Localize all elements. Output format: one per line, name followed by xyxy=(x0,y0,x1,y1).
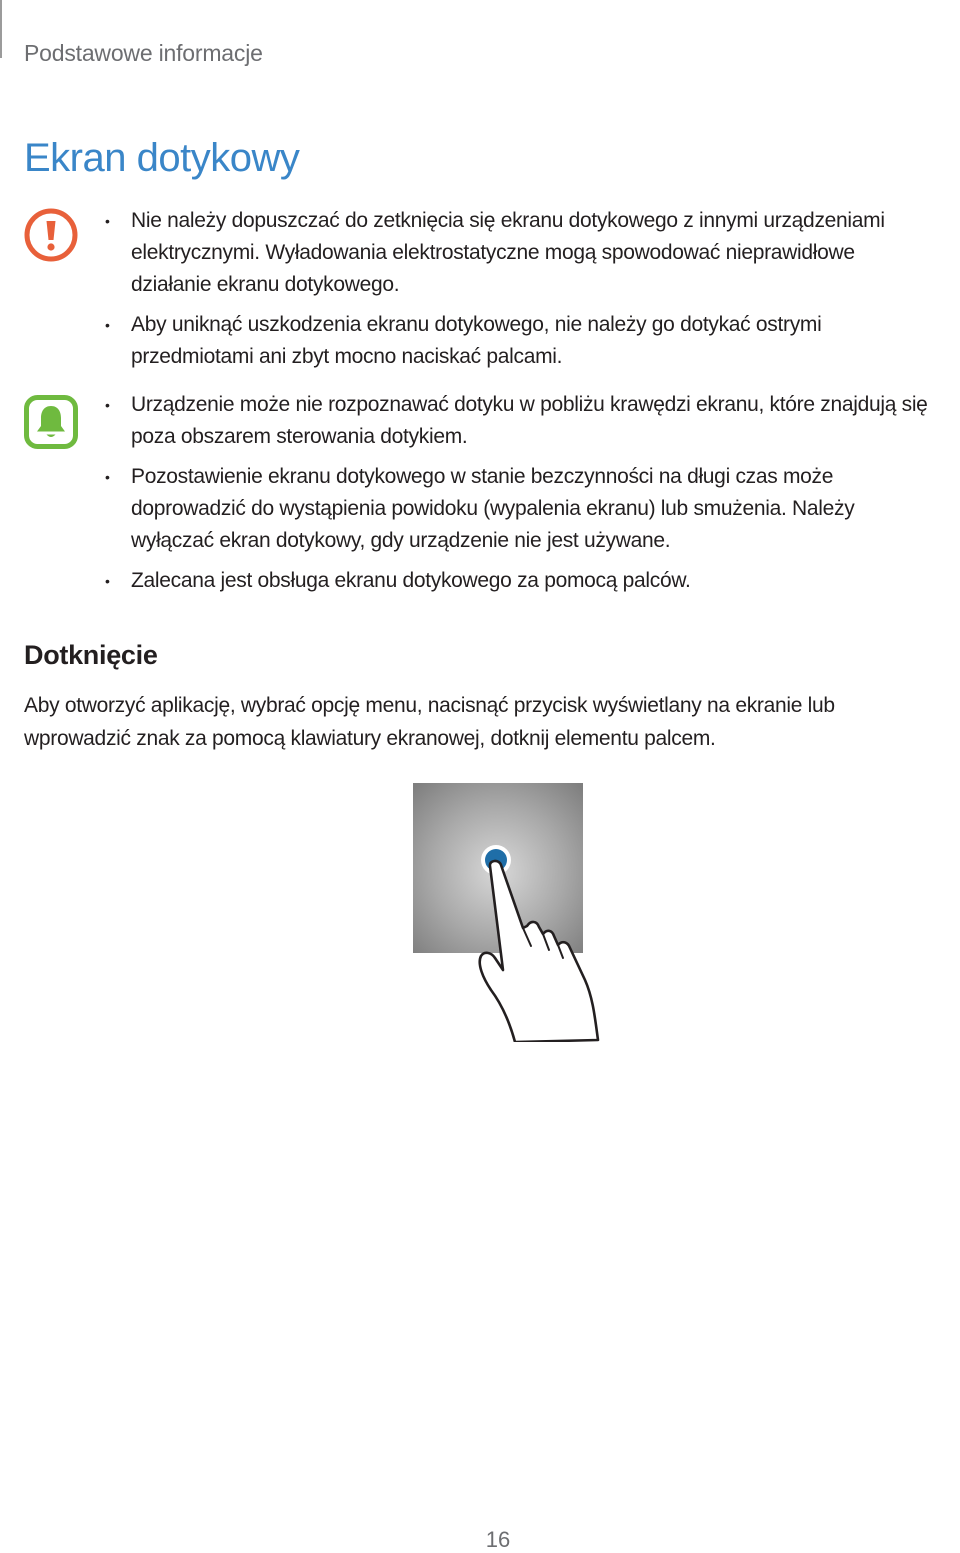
bullet-dot: • xyxy=(105,213,110,229)
text-line: Pozostawienie ekranu dotykowego w stanie bezczynności na długi czas może xyxy=(131,465,834,488)
note-list xyxy=(104,389,960,605)
note-item xyxy=(104,389,960,453)
finger-tap-icon xyxy=(405,780,605,1042)
warning-item xyxy=(104,309,960,373)
note-item xyxy=(104,565,960,597)
page-title: Ekran dotykowy xyxy=(24,136,300,180)
text-line: Aby uniknąć uszkodzenia ekranu dotykowego, nie należy go dotykać ostrymi xyxy=(131,313,822,336)
warning-item xyxy=(104,205,960,301)
page-corner-mark xyxy=(0,0,2,58)
text-line: Urządzenie może nie rozpoznawać dotyku w pobliżu krawędzi ekranu, które znajdują się xyxy=(131,393,928,416)
section-paragraph xyxy=(24,689,944,755)
bullet-dot: • xyxy=(105,469,110,485)
text-line: wprowadzić znak za pomocą klawiatury ekranowej, dotknij elementu palcem. xyxy=(24,727,716,750)
text-line: doprowadzić do wystąpienia powidoku (wypalenia ekranu) lub smużenia. Należy xyxy=(131,497,855,520)
bullet-dot: • xyxy=(105,397,110,413)
running-header: Podstawowe informacje xyxy=(24,40,263,66)
text-line: elektrycznymi. Wyładowania elektrostatyczne mogą spowodować nieprawidłowe xyxy=(131,241,855,264)
warning-list xyxy=(104,205,960,381)
text-line: Nie należy dopuszczać do zetknięcia się ekranu dotykowego z innymi urządzeniami xyxy=(131,209,885,232)
text-line: wyłączać ekran dotykowy, gdy urządzenie nie jest używane. xyxy=(131,529,671,552)
bullet-dot: • xyxy=(105,317,110,333)
text-line: działanie ekranu dotykowego. xyxy=(131,273,400,296)
bell-note-icon xyxy=(24,395,78,449)
text-line: Zalecana jest obsługa ekranu dotykowego za pomocą palców. xyxy=(131,569,691,592)
section-heading: Dotknięcie xyxy=(24,640,158,670)
text-line: poza obszarem sterowania dotykiem. xyxy=(131,425,468,448)
text-line: Aby otworzyć aplikację, wybrać opcję menu, nacisnąć przycisk wyświetlany na ekranie lub xyxy=(24,694,835,717)
bullet-dot: • xyxy=(105,573,110,589)
exclamation-warning-icon xyxy=(24,208,78,262)
note-item xyxy=(104,461,960,557)
text-line: przedmiotami ani zbyt mocno naciskać palcami. xyxy=(131,345,563,368)
page-number: 16 xyxy=(485,1527,511,1552)
